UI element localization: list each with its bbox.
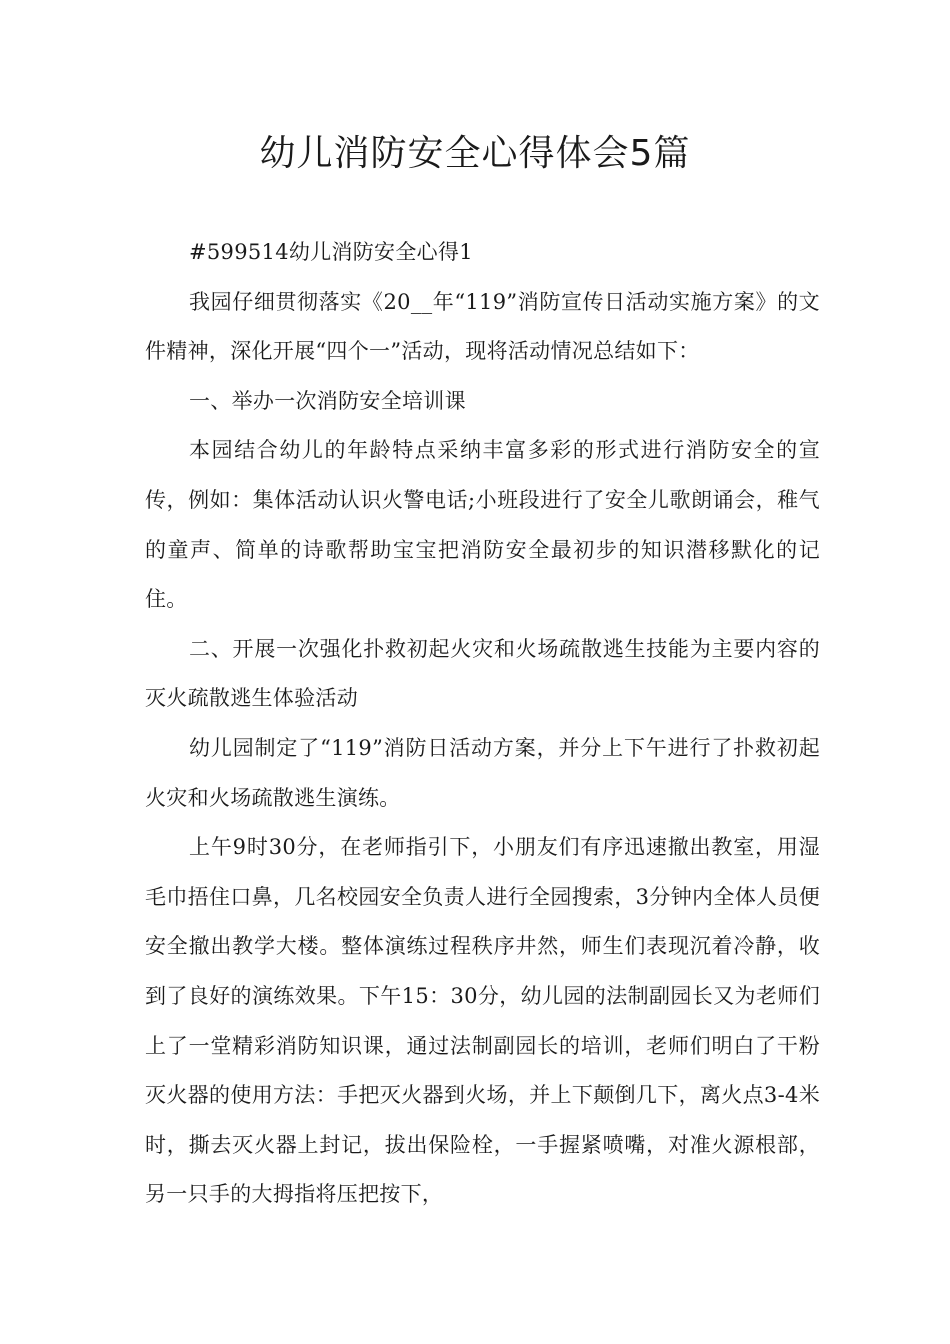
paragraph-section-2: 二、开展一次强化扑救初起火灾和火场疏散逃生技能为主要内容的灭火疏散逃生体验活动 [145, 636, 820, 711]
paragraph-section-1: 一、举办一次消防安全培训课 [189, 388, 466, 413]
paragraph-drill-description: 上午9时30分，在老师指引下，小朋友们有序迅速撤出教室，用湿毛巾捂住口鼻，几名校园安全负责人进行全园搜索，3分钟内全体人员便安全撤出教学大楼。整体演练过程秩序井然，师生们表现沉着冷静，收到了良好的演练效果。下午15：30分，幼儿园的法制副园长又为老师们上了一堂精彩消防知识课，通过法制副园长的培训，老师们明白了干粉灭火器的使用方法：手把灭火器到火场，并上下颠倒几下，离火点3-4米时，撕去灭火器上封记，拔出保险栓，一手握紧喷嘴，对准火源根部，另一只手的大拇指将压把按下， [145, 835, 820, 1207]
document-body [145, 228, 820, 1220]
paragraph-intro: 我园仔细贯彻落实《20__年“119”消防宣传日活动实施方案》的文件精神，深化开展“四个一”活动，现将活动情况总结如下： [145, 289, 820, 364]
document-title: 幼儿消防安全心得体会5篇 [259, 133, 691, 174]
paragraph-section-1-body: 本园结合幼儿的年龄特点采纳丰富多彩的形式进行消防安全的宣传，例如：集体活动认识火警电话;小班段进行了安全儿歌朗诵会，稚气的童声、简单的诗歌帮助宝宝把消防安全最初步的知识潜移默化的记住。 [145, 438, 820, 612]
paragraph-heading-1: #599514幼儿消防安全心得1 [189, 240, 473, 264]
paragraph-section-2-body: 幼儿园制定了“119”消防日活动方案，并分上下午进行了扑救初起火灾和火场疏散逃生演练。 [145, 735, 820, 810]
